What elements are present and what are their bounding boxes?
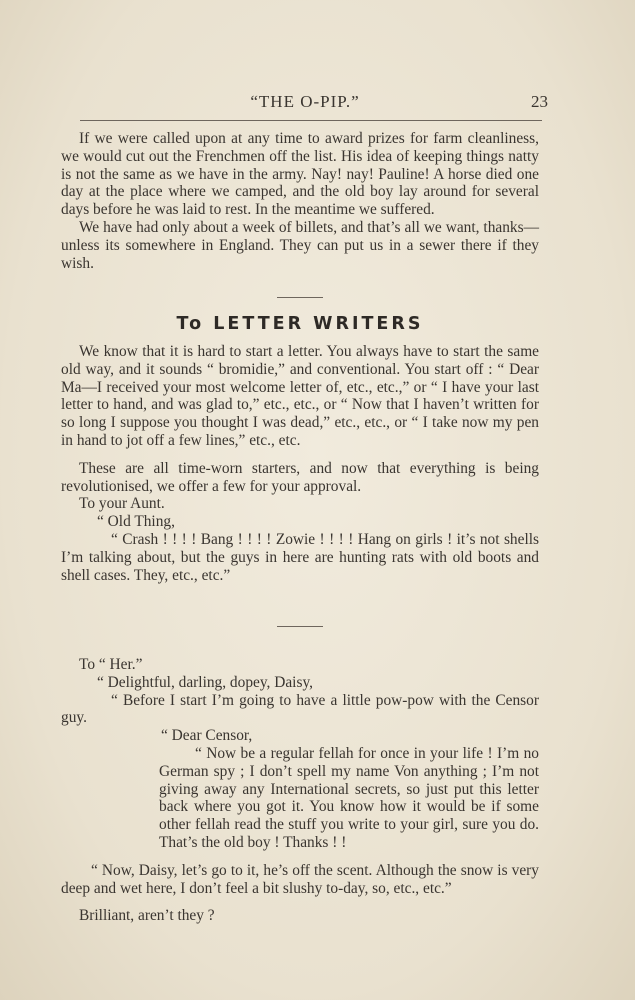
section-divider: [277, 297, 323, 298]
letters-paragraph-2: These are all time-worn starters, and now that everything is being revolutionised, we offer a few for your approval.: [61, 459, 539, 495]
her-salutation: “ Delightful, darling, dopey, Daisy,: [97, 673, 313, 691]
her-section: [61, 656, 539, 925]
header-rule: [80, 120, 542, 121]
page-header: [62, 92, 548, 116]
her-letter-closing: “ Now, Daisy, let’s go to it, he’s off the scent. Although the snow is very deep and wet here, I don’t feel a bit slushy to-day, so, etc., etc.”: [61, 861, 539, 897]
aunt-address: To your Aunt.: [79, 495, 165, 513]
her-address: To “ Her.”: [79, 656, 143, 673]
letter-divider: [277, 626, 323, 627]
censor-letter-body: “ Now be a regular fellah for once in your life ! I’m no German spy ; I don’t spell my name Von anything ; I’m not giving away any International secrets, so just put this letter back where you got it. You know how it would be if some other fellah read the stuff you write to your girl, sure you do. That’s the old boy ! Thanks ! !: [159, 744, 539, 851]
page-number: 23: [531, 92, 548, 111]
her-letter-body: “ Before I start I’m going to have a little pow-pow with the Censor guy.: [61, 691, 539, 727]
intro-section: [61, 130, 539, 272]
closing-remark: Brilliant, aren’t they ?: [79, 907, 215, 925]
running-title: “THE O-PIP.”: [250, 92, 360, 111]
letters-section: [61, 343, 539, 584]
aunt-letter-body: “ Crash ! ! ! ! Bang ! ! ! ! Zowie ! ! ! ! Hang on girls ! it’s not shells I’m talking about, but the guys in here are hunting rats with old boots and shell cases. They, etc., etc.”: [61, 530, 539, 584]
intro-paragraph-2: We have had only about a week of billets, and that’s all we want, thanks—unless its somewhere in England. They can put us in a sewer there if they wish.: [61, 218, 539, 272]
aunt-salutation: “ Old Thing,: [97, 513, 175, 531]
letters-paragraph-1: We know that it is hard to start a letter. You always have to start the same old way, and it sounds “ bromidie,” and conventional. You start off : “ Dear Ma—I received your most welcome letter of, etc., etc.,” or “ I have your last letter to hand, and was glad to,” etc., etc., or “ Now that I haven’t written for so long I suppose you thought I was dead,” etc., etc., or “ I take now my pen in hand to jot off a few lines,” etc., etc.: [61, 343, 539, 449]
section-title: To LETTER WRITERS: [176, 314, 424, 334]
intro-paragraph-1: If we were called upon at any time to award prizes for farm cleanliness, we would cut out the Frenchmen off the list. His idea of keeping things natty is not the same as we have in the army. Nay! nay! Pauline! A horse died one day at the place where we camped, and the old boy lay around for several days before he was laid to rest. In the meantime we suffered.: [61, 130, 539, 219]
censor-salutation: “ Dear Censor,: [161, 727, 253, 745]
